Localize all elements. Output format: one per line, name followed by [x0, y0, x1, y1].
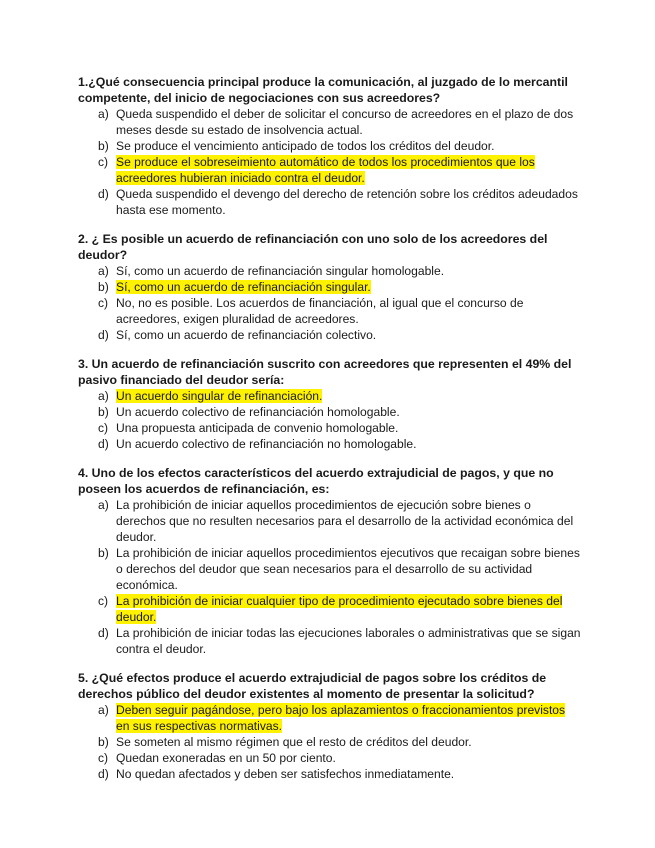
answer-option [78, 327, 581, 343]
answer-option [78, 388, 581, 404]
answer-option [78, 625, 581, 657]
question-title: 5. ¿Qué efectos produce el acuerdo extrajudicial de pagos sobre los créditos de derechos público del deudor existentes al momento de presentar la solicitud? [78, 671, 547, 701]
highlighted-answer-text: Un acuerdo singular de refinanciación. [116, 389, 323, 403]
question-title: 2. ¿ Es posible un acuerdo de refinanciación con uno solo de los acreedores del deudor? [78, 232, 548, 262]
option-letter: c) [98, 421, 109, 435]
option-text: Un acuerdo colectivo de refinanciación homologable. [116, 405, 400, 419]
option-letter: d) [98, 187, 109, 201]
option-letter: a) [98, 389, 109, 403]
question-2 [78, 231, 581, 343]
option-letter: c) [98, 155, 109, 169]
question-3 [78, 356, 581, 452]
option-text: Se produce el vencimiento anticipado de todos los créditos del deudor. [116, 139, 495, 153]
option-letter: c) [98, 594, 109, 608]
option-text: No, no es posible. Los acuerdos de financiación, al igual que el concurso de acreedores, exigen pluralidad de acreedores. [116, 296, 524, 326]
question-title: 1.¿Qué consecuencia principal produce la comunicación, al juzgado de lo mercantil competente, del inicio de negociaciones con sus acreedores? [78, 75, 568, 105]
option-letter: b) [98, 280, 109, 294]
answer-option [78, 295, 581, 327]
option-letter: a) [98, 264, 109, 278]
answer-option [78, 106, 581, 138]
option-letter: a) [98, 703, 109, 717]
option-text: Se someten al mismo régimen que el resto de créditos del deudor. [116, 735, 472, 749]
option-letter: d) [98, 328, 109, 342]
option-text: Una propuesta anticipada de convenio homologable. [116, 421, 399, 435]
answer-options [78, 497, 581, 657]
option-letter: b) [98, 405, 109, 419]
option-letter: b) [98, 546, 109, 560]
answer-option [78, 545, 581, 593]
answer-option [78, 766, 581, 782]
option-letter: b) [98, 139, 109, 153]
option-text: La prohibición de iniciar aquellos procedimientos de ejecución sobre bienes o derechos que no resulten necesarios para el desarrollo de la actividad económica del deudor. [116, 498, 574, 544]
answer-option [78, 404, 581, 420]
option-letter: d) [98, 437, 109, 451]
option-text: La prohibición de iniciar aquellos procedimientos ejecutivos que recaigan sobre bienes o derechos del deudor que sean necesarios para el desarrollo de su actividad económica. [116, 546, 580, 592]
option-text: Queda suspendido el devengo del derecho de retención sobre los créditos adeudados hasta ese momento. [116, 187, 578, 217]
answer-options [78, 263, 581, 343]
option-text: Un acuerdo colectivo de refinanciación no homologable. [116, 437, 417, 451]
question-title: 4. Uno de los efectos característicos del acuerdo extrajudicial de pagos, y que no poseen los acuerdos de refinanciación, es: [78, 466, 554, 496]
option-text: La prohibición de iniciar todas las ejecuciones laborales o administrativas que se sigan contra el deudor. [116, 626, 581, 656]
highlighted-answer-text: Deben seguir pagándose, pero bajo los aplazamientos o fraccionamientos previstos en sus respectivas normativas. [116, 703, 566, 733]
answer-option [78, 420, 581, 436]
option-letter: a) [98, 498, 109, 512]
option-letter: d) [98, 626, 109, 640]
option-text: Sí, como un acuerdo de refinanciación colectivo. [116, 328, 377, 342]
answer-option [78, 279, 581, 295]
option-letter: d) [98, 767, 109, 781]
option-letter: c) [98, 296, 109, 310]
question-5 [78, 670, 581, 782]
option-text: Quedan exoneradas en un 50 por ciento. [116, 751, 336, 765]
highlighted-answer-text: Se produce el sobreseimiento automático de todos los procedimientos que los acreedores hubieran iniciado contra el deudor. [116, 155, 535, 185]
answer-option [78, 497, 581, 545]
answer-option [78, 436, 581, 452]
answer-option [78, 734, 581, 750]
answer-option [78, 593, 581, 625]
question-4 [78, 465, 581, 657]
answer-option [78, 138, 581, 154]
option-text: Queda suspendido el deber de solicitar el concurso de acreedores en el plazo de dos meses desde su estado de insolvencia actual. [116, 107, 574, 137]
option-text: No quedan afectados y deben ser satisfechos inmediatamente. [116, 767, 455, 781]
answer-options [78, 702, 581, 782]
answer-options [78, 388, 581, 452]
option-letter: a) [98, 107, 109, 121]
question-1 [78, 74, 581, 218]
answer-option [78, 154, 581, 186]
answer-option [78, 186, 581, 218]
highlighted-answer-text: La prohibición de iniciar cualquier tipo de procedimiento ejecutado sobre bienes del deudor. [116, 594, 563, 624]
option-text: Sí, como un acuerdo de refinanciación singular homologable. [116, 264, 445, 278]
answer-option [78, 702, 581, 734]
answer-option [78, 750, 581, 766]
highlighted-answer-text: Sí, como un acuerdo de refinanciación singular. [116, 280, 371, 294]
option-letter: c) [98, 751, 109, 765]
answer-options [78, 106, 581, 218]
option-letter: b) [98, 735, 109, 749]
answer-option [78, 263, 581, 279]
question-title: 3. Un acuerdo de refinanciación suscrito con acreedores que representen el 49% del pasivo financiado del deudor sería: [78, 357, 572, 387]
